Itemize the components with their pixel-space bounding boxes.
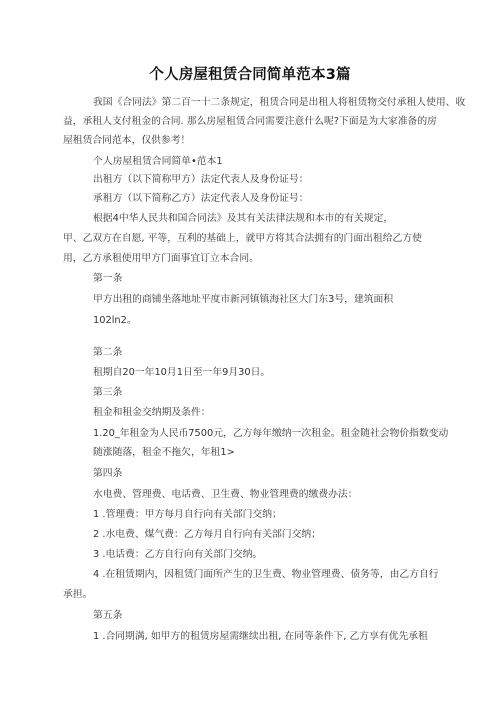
article-heading: 第一条	[93, 273, 123, 284]
basis-line: 甲、乙双方在自愿, 平等，互利的基础上，就甲方将其合法拥有的门面出租给乙方使	[63, 233, 422, 244]
article-text: 1 .管理费：甲方每月自行向有关部门交纳；	[93, 509, 282, 520]
document-title: 个人房屋租赁合同简单范本3篇	[149, 67, 351, 83]
basis-line: 用，乙方承租使用甲方门面事宜订立本合同。	[63, 253, 259, 264]
sample-heading: 个人房屋租赁合同简单•范本1	[93, 156, 223, 167]
article-text: 租金和租金交纳期及条件：	[93, 407, 211, 418]
article-text: 1.20_年租金为人民币7500元，乙方每年缴纳一次租金。租金随社会物价指数变动	[93, 428, 449, 439]
article-text: 3 .电话费：乙方自行向有关部门交纳。	[93, 549, 263, 560]
intro-line: 屋租赁合同范本，仅供参考！	[63, 135, 191, 146]
intro-line: 我国《合同法》第二百一十二条规定，租赁合同是出租人将租赁物交付承租人使用、收	[93, 97, 466, 108]
article-text: 102ln2。	[93, 315, 137, 326]
basis-line: 根据4中华人民共和国合同法》及其有关法律法规和本市的有关规定，	[93, 213, 394, 224]
article-text: 甲方出租的商铺坐落地址平度市新河镇镇海社区大门东3号，建筑面积	[93, 294, 394, 305]
article-heading: 第四条	[93, 468, 123, 479]
article-text: 水电费、管理费、电话费、卫生费、物业管理费的缴费办法：	[93, 489, 358, 500]
article-text: 租期自20一年10月1日至一年9月30日。	[93, 367, 271, 378]
article-heading: 第三条	[93, 387, 123, 398]
intro-line: 益，承租人支付租金的合同. 那么房屋租赁合同需要注意什么呢?下面是为大家准备的房	[63, 116, 437, 127]
article-heading: 第五条	[93, 610, 123, 621]
party-b-line: 承租方（以下简称乙方）法定代表人及身份证号：	[93, 193, 309, 204]
party-a-line: 出租方（以下简称甲方）法定代表人及身份证号：	[93, 174, 309, 185]
article-text: 4 .在租赁期内，因租赁门面所产生的卫生费、物业管理费、债务等，由乙方自行	[93, 569, 439, 580]
article-text: 2 .水电费、煤气费：乙方每月自行向有关部门交纳；	[93, 529, 321, 540]
article-text: 承担。	[63, 589, 93, 600]
article-text: 1 .合同期满, 如甲方的租赁房屋需继续出租, 在同等条件下, 乙方享有优先承租	[93, 631, 428, 642]
article-heading: 第二条	[93, 347, 123, 358]
article-text: 随涨随落，租金不拖欠，年租1>	[93, 447, 235, 458]
